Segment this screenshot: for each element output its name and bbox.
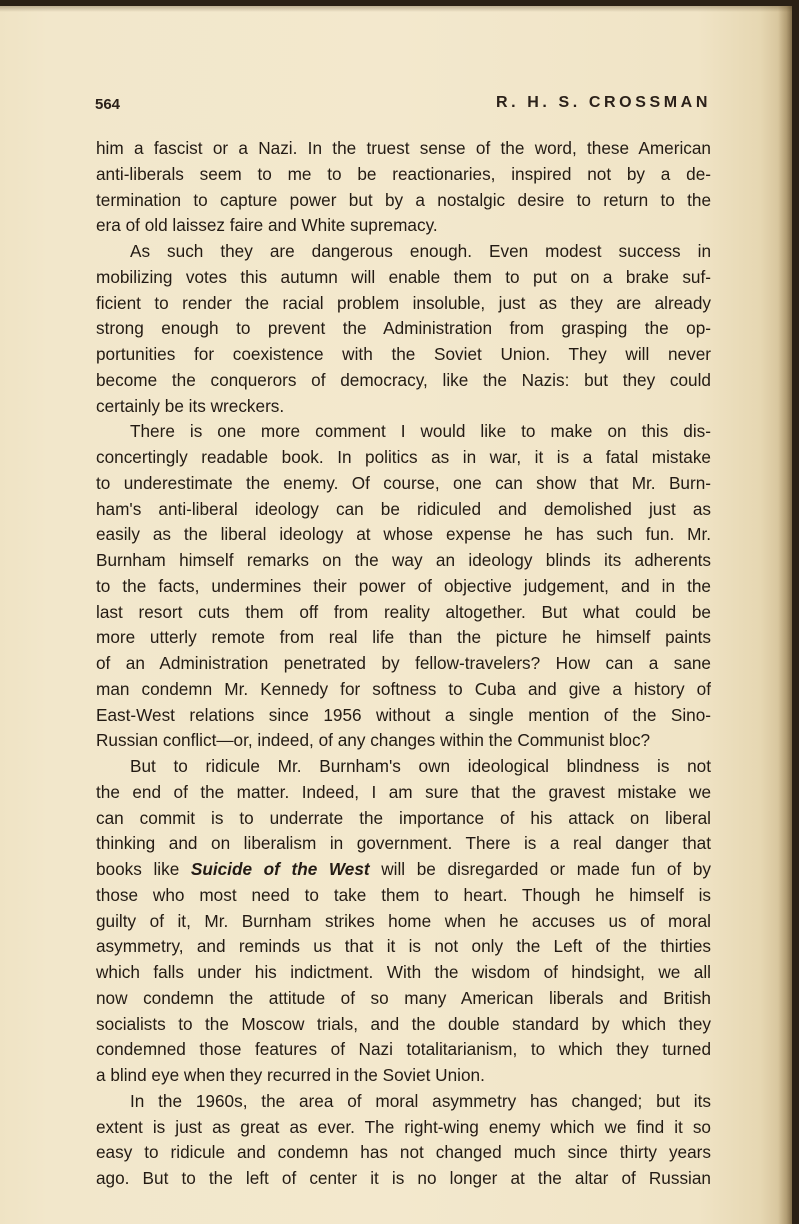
paragraph xyxy=(96,419,711,754)
text-line: East-West relations since 1956 without a single mention of the Sino- xyxy=(96,704,711,725)
text-line: strong enough to prevent the Administration from grasping the op- xyxy=(96,318,711,339)
text-line: anti-liberals seem to me to be reactionaries, inspired not by a de- xyxy=(96,163,711,184)
text-line: a blind eye when they recurred in the Soviet Union. xyxy=(96,1065,485,1085)
text-line: man condemn Mr. Kennedy for softness to Cuba and give a history of xyxy=(96,678,711,699)
text-line: ham's anti-liberal ideology can be ridiculed and demolished just as xyxy=(96,498,711,519)
text-line: can commit is to underrate the importance of his attack on liberal xyxy=(96,807,711,828)
text-line: those who most need to take them to heart. Though he himself is xyxy=(96,884,711,905)
text-line: of an Administration penetrated by fellow-travelers? How can a sane xyxy=(96,653,711,673)
text-line: era of old laissez faire and White supremacy. xyxy=(96,215,438,236)
text-line: portunities for coexistence with the Soviet Union. They will never xyxy=(96,344,711,364)
text-line: But to ridicule Mr. Burnham's own ideological blindness is not xyxy=(130,756,711,776)
page-header xyxy=(95,94,711,118)
text-run: books like xyxy=(96,859,191,879)
text-line: to the facts, undermines their power of objective judgement, and in the xyxy=(96,575,711,596)
text-line: more utterly remote from real life than the picture he himself paints xyxy=(96,627,711,648)
text-line: to underestimate the enemy. Of course, one can show that Mr. Burn- xyxy=(96,472,711,493)
text-line: termination to capture power but by a nostalgic desire to return to the xyxy=(96,189,711,210)
paragraph xyxy=(96,1089,711,1192)
text-line: thinking and on liberalism in government. There is a real danger that xyxy=(96,833,711,854)
page-binding-edge xyxy=(778,6,792,1224)
text-line: Burnham himself remarks on the way an ideology blinds its adherents xyxy=(96,550,711,570)
text-line: There is one more comment I would like to make on this dis- xyxy=(130,421,711,442)
text-line: easy to ridicule and condemn has not changed much since thirty years xyxy=(96,1142,711,1163)
text-line: guilty of it, Mr. Burnham strikes home when he accuses us of moral xyxy=(96,910,711,931)
paragraph xyxy=(96,239,711,419)
text-line: Russian conflict—or, indeed, of any changes within the Communist bloc? xyxy=(96,730,651,751)
text-line: which falls under his indictment. With the wisdom of hindsight, we all xyxy=(96,962,711,982)
text-line: In the 1960s, the area of moral asymmetry has changed; but its xyxy=(130,1090,711,1111)
text-line: easily as the liberal ideology at whose expense he has such fun. Mr. xyxy=(96,524,711,545)
paragraph xyxy=(96,754,711,1089)
text-line xyxy=(96,857,711,883)
body-text xyxy=(96,136,711,1192)
book-title: Suicide of the West xyxy=(190,859,370,879)
paragraph xyxy=(96,136,711,239)
text-line: ficient to render the racial problem insoluble, just as they are already xyxy=(96,292,711,313)
text-line: ago. But to the left of center it is no longer at the altar of Russian xyxy=(96,1168,711,1188)
page-number: 564 xyxy=(95,96,121,113)
text-line: now condemn the attitude of so many American liberals and British xyxy=(96,987,711,1008)
text-line: mobilizing votes this autumn will enable them to put on a brake suf- xyxy=(96,266,711,287)
text-run: will be disregarded or made fun of by xyxy=(369,859,711,879)
text-line: certainly be its wreckers. xyxy=(96,395,285,416)
text-line: concertingly readable book. In politics as in war, it is a fatal mistake xyxy=(96,447,711,467)
book-page xyxy=(0,6,792,1224)
text-line: extent is just as great as ever. The right-wing enemy which we find it so xyxy=(96,1116,711,1137)
text-line: socialists to the Moscow trials, and the double standard by which they xyxy=(96,1013,711,1034)
text-line: asymmetry, and reminds us that it is not only the Left of the thirties xyxy=(96,936,711,957)
text-line: him a fascist or a Nazi. In the truest sense of the word, these American xyxy=(96,138,711,158)
text-line: the end of the matter. Indeed, I am sure that the gravest mistake we xyxy=(96,781,711,802)
text-line: condemned those features of Nazi totalitarianism, to which they turned xyxy=(96,1039,711,1060)
text-line: become the conquerors of democracy, like the Nazis: but they could xyxy=(96,369,711,390)
text-line: last resort cuts them off from reality altogether. But what could be xyxy=(96,601,711,622)
text-line: As such they are dangerous enough. Even modest success in xyxy=(130,241,711,261)
page-top-shadow xyxy=(0,6,792,12)
running-head: R. H. S. CROSSMAN xyxy=(496,94,711,111)
